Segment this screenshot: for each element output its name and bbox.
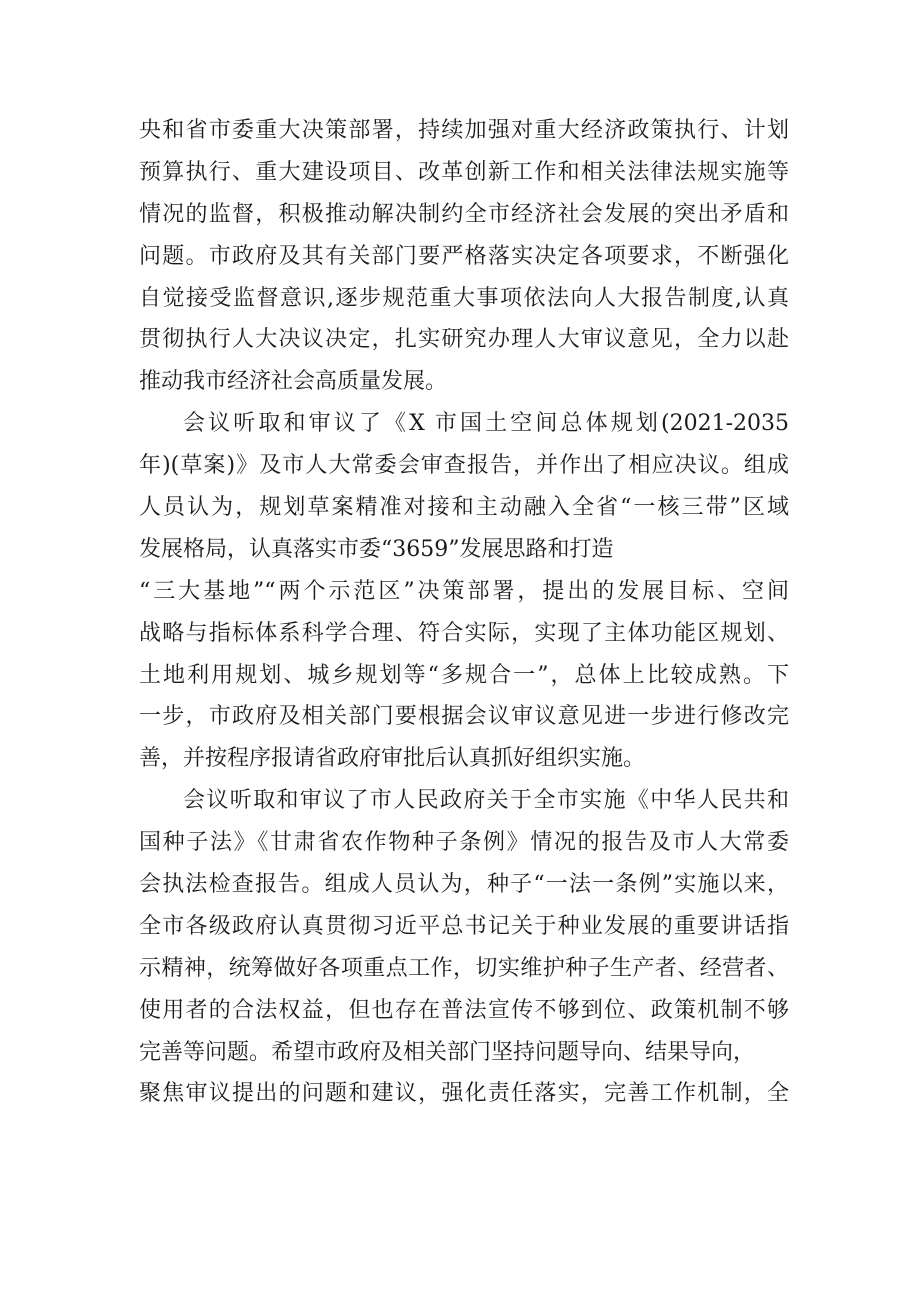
text-line: 发展格局，认真落实市委“3659”发展思路和打造 [139,536,614,562]
text-line: 会议听取和审议了市人民政府关于全市实施《中华人民共和 [183,788,789,814]
text-line: 全市各级政府认真贯彻习近平总书记关于种业发展的重要讲话指 [139,913,789,939]
text-line: 使用者的合法权益，但也存在普法宣传不够到位、政策机制不够 [139,997,789,1023]
text-line: 问题。市政府及其有关部门要严格落实决定各项要求，不断强化 [139,243,789,269]
text-line: 预算执行、重大建设项目、改革创新工作和相关法律法规实施等 [139,159,789,185]
text-line: 人员认为，规划草案精准对接和主动融入全省“一核三带”区域 [139,495,789,521]
text-line: 一步，市政府及相关部门要根据会议审议意见进一步进行修改完 [139,704,789,730]
text-line: 善，并按程序报请省政府审批后认真抓好组织实施。 [139,746,646,772]
paragraph-1 [139,110,789,403]
text-line: 完善等问题。希望市政府及相关部门坚持问题导向、结果导向， [139,1039,756,1065]
document-body [139,110,789,1115]
text-line: 情况的监督，积极推动解决制约全市经济社会发展的突出矛盾和 [139,201,789,227]
text-line: 贯彻执行人大决议决定，扎实研究办理人大审议意见，全力以赴 [139,327,789,353]
text-line: 央和省市委重大决策部署，持续加强对重大经济政策执行、计划 [139,118,789,143]
text-line: 聚焦审议提出的问题和建议，强化责任落实，完善工作机制，全 [139,1081,789,1107]
text-line: 会执法检查报告。组成人员认为，种子“一法一条例”实施以来， [139,872,789,898]
text-line: 国种子法》《甘肃省农作物种子条例》情况的报告及市人大常委 [139,830,789,856]
text-line: 战略与指标体系科学合理、符合实际，实现了主体功能区规划、 [139,620,789,646]
paragraph-2 [139,403,789,780]
paragraph-3 [139,780,789,1115]
text-line: “三大基地”“两个示范区”决策部署，提出的发展目标、空间 [139,578,789,604]
text-line: 土地利用规划、城乡规划等“多规合一”，总体上比较成熟。下 [139,662,789,688]
text-line: 自觉接受监督意识,逐步规范重大事项依法向人大报告制度,认真 [139,285,789,311]
text-line: 年)(草案)》及市人大常委会审查报告，并作出了相应决议。组成 [139,453,789,479]
text-line: 会议听取和审议了《X 市国土空间总体规划(2021-2035 [183,411,789,437]
text-line: 示精神，统筹做好各项重点工作，切实维护种子生产者、经营者、 [139,955,789,981]
text-line: 推动我市经济社会高质量发展。 [139,369,448,395]
